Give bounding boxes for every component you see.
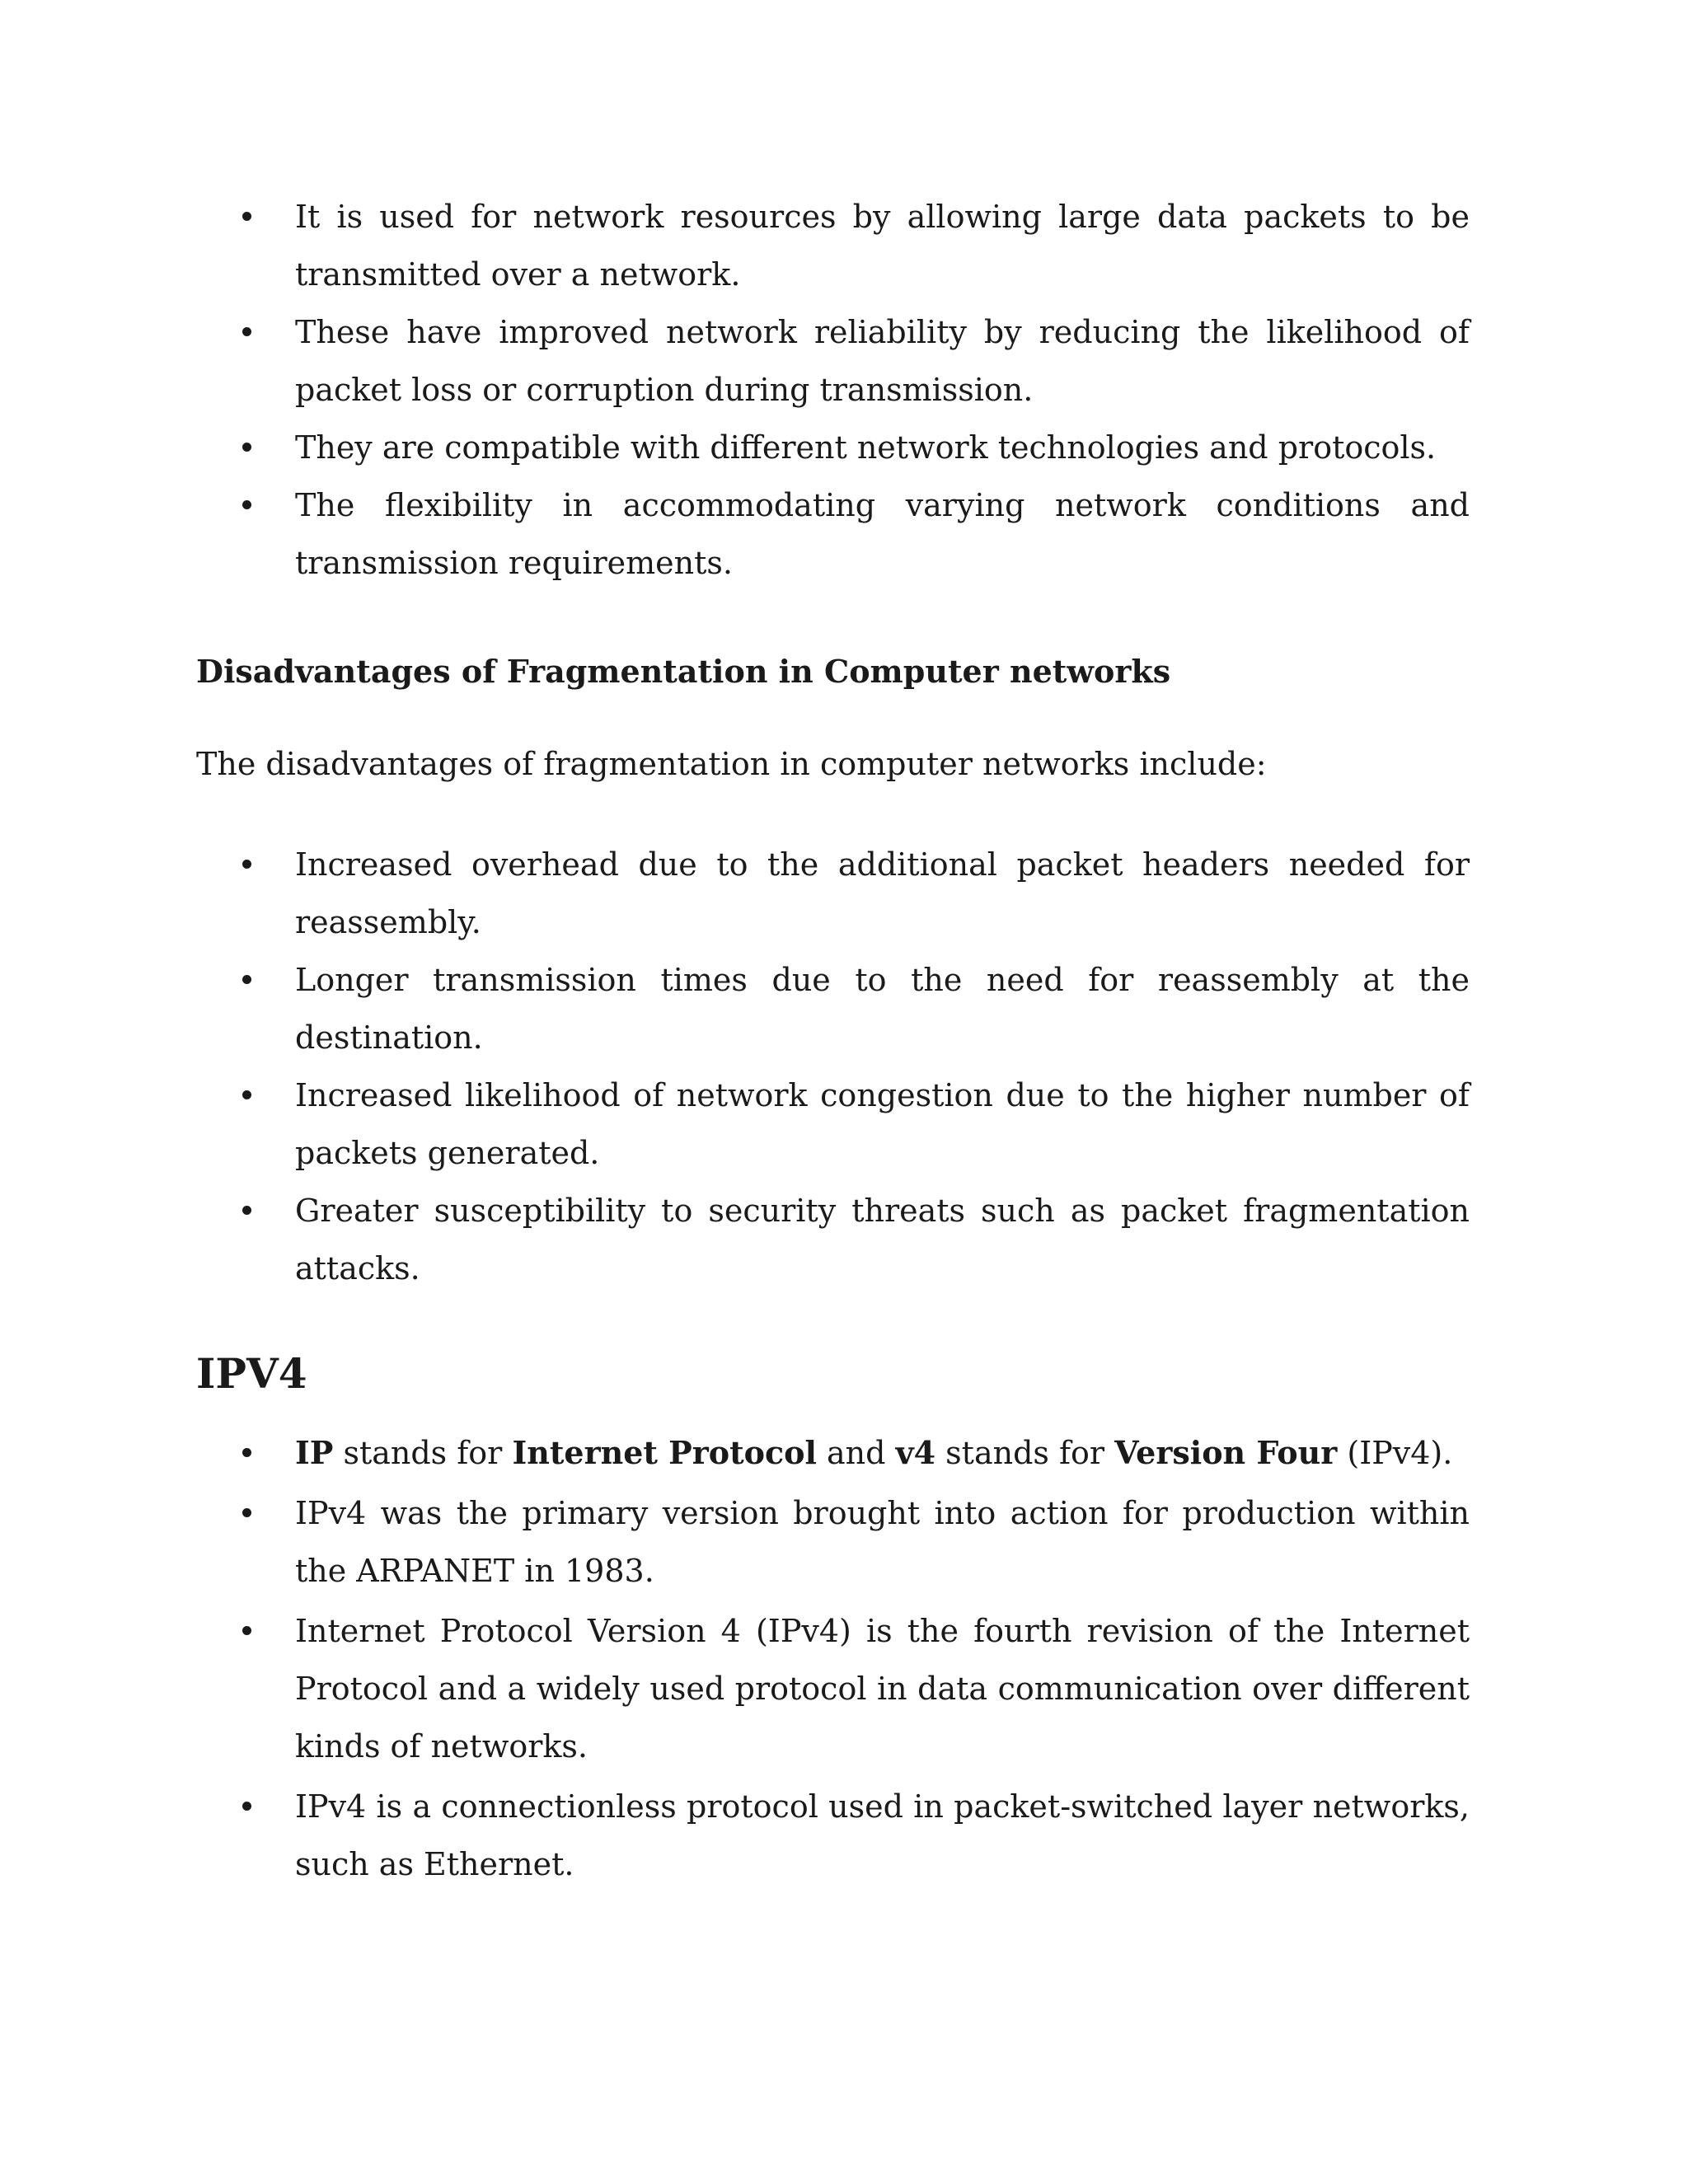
bullet-icon <box>242 1626 251 1635</box>
document-page <box>196 188 1470 1896</box>
list-item: The flexibility in accommodating varying network conditions and transmission requirements. <box>196 476 1470 592</box>
bullet-icon <box>242 860 251 869</box>
bullet-icon <box>242 500 251 509</box>
list-item: IP stands for Internet Protocol and v4 stands for Version Four (IPv4). <box>196 1424 1470 1482</box>
bullet-icon <box>242 1206 251 1215</box>
disadvantages-heading: Disadvantages of Fragmentation in Computer networks <box>196 653 1171 690</box>
list-item: IPv4 was the primary version brought into action for production within the ARPANET in 1983. <box>196 1484 1470 1600</box>
disadvantages-list <box>196 836 1470 1297</box>
list-item: IPv4 is a connectionless protocol used in packet-switched layer networks, such as Ethernet. <box>196 1778 1470 1893</box>
list-item: These have improved network reliability by reducing the likelihood of packet loss or corruption during transmission. <box>196 303 1470 419</box>
bullet-icon <box>242 975 251 984</box>
disadvantages-intro: The disadvantages of fragmentation in computer networks include: <box>196 746 1267 782</box>
bullet-icon <box>242 1090 251 1099</box>
ipv4-heading: IPV4 <box>196 1349 307 1398</box>
term-internet-protocol: Internet Protocol <box>512 1434 817 1471</box>
term-v4: v4 <box>895 1434 936 1471</box>
bullet-icon <box>242 1448 251 1457</box>
ipv4-list <box>196 1424 1470 1893</box>
bullet-icon <box>242 443 251 452</box>
list-item: Longer transmission times due to the need for reassembly at the destination. <box>196 951 1470 1066</box>
list-item: Greater susceptibility to security threats such as packet fragmentation attacks. <box>196 1182 1470 1297</box>
list-item: Internet Protocol Version 4 (IPv4) is the fourth revision of the Internet Protocol and a widely used protocol in data communication over different kinds of networks. <box>196 1602 1470 1775</box>
advantages-list <box>196 188 1470 592</box>
bullet-icon <box>242 1508 251 1517</box>
term-version-four: Version Four <box>1114 1434 1338 1471</box>
list-item: It is used for network resources by allowing large data packets to be transmitted over a network. <box>196 188 1470 303</box>
list-item: Increased likelihood of network congestion due to the higher number of packets generated. <box>196 1066 1470 1182</box>
list-item: They are compatible with different network technologies and protocols. <box>196 419 1470 476</box>
bullet-icon <box>242 1802 251 1811</box>
bullet-icon <box>242 212 251 221</box>
list-item: Increased overhead due to the additional packet headers needed for reassembly. <box>196 836 1470 951</box>
bullet-icon <box>242 327 251 336</box>
term-ip: IP <box>295 1434 334 1471</box>
